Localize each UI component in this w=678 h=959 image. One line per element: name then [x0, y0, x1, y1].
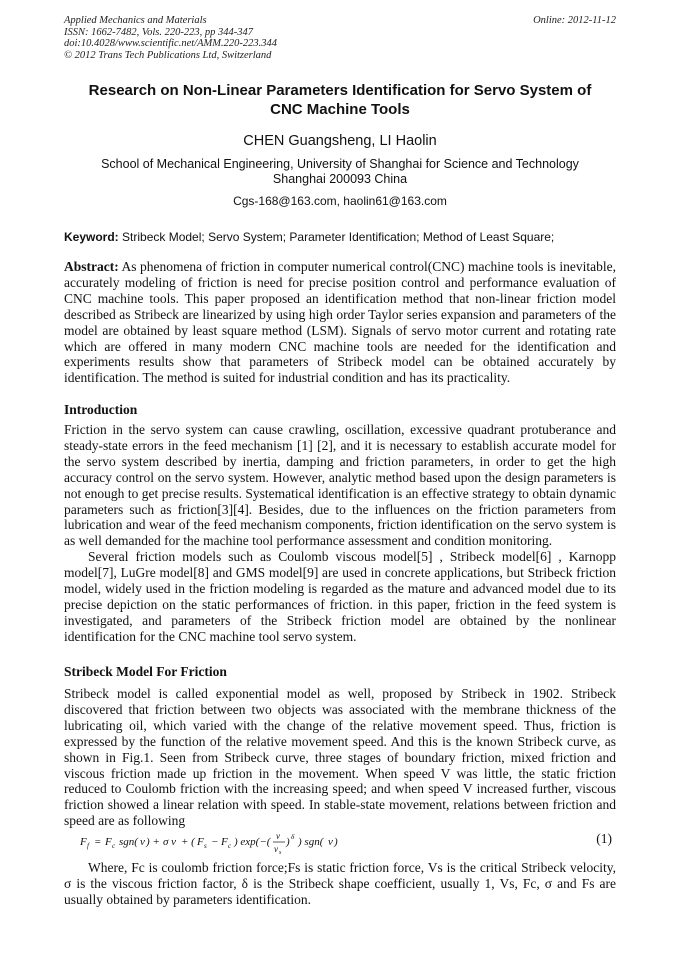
svg-text:v: v [276, 831, 280, 841]
affiliation-line-2: Shanghai 200093 China [272, 172, 408, 186]
svg-text:F: F [221, 836, 228, 848]
introduction-body [64, 422, 616, 645]
copyright-line: © 2012 Trans Tech Publications Ltd, Switzerland [64, 49, 272, 61]
journal-header [64, 15, 616, 61]
issn-line: ISSN: 1662-7482, Vols. 220-223, pp 344-347 [64, 26, 253, 38]
title-line-2: CNC Machine Tools [270, 101, 410, 118]
affiliation-line-1: School of Mechanical Engineering, University of Shanghai for Science and Technology [101, 157, 579, 171]
author-emails: Cgs-168@163.com, haolin61@163.com [233, 194, 447, 208]
svg-text:v: v [274, 844, 278, 854]
stribeck-equation-formula [78, 829, 378, 855]
keywords-text: Stribeck Model; Servo System; Parameter Identification; Method of Least Square; [122, 230, 555, 244]
where-paragraph: Where, Fc is coulomb friction force;Fs is static friction force, Vs is the critical Stribeck velocity, σ is the viscous friction factor, δ is the Stribeck shape coefficient, usually 1, Vs, Fc, σ and Fs are usually obtained by parameters identification. [64, 860, 616, 907]
introduction-heading: Introduction [64, 402, 138, 417]
svg-text:): ) [334, 836, 338, 848]
svg-text:=: = [94, 836, 102, 848]
svg-text:F: F [80, 836, 87, 848]
svg-text:sgn(: sgn( [119, 836, 138, 848]
svg-text:): ) [286, 836, 290, 848]
svg-text:c: c [228, 842, 232, 850]
svg-text:s: s [204, 842, 207, 850]
intro-paragraph-1: Friction in the servo system can cause crawling, oscillation, excessive quadrant protuberance and steady-state errors in the feed mechanism [1] [2], and it is necessary to establish accurate model for the servo system described by inertia, damping and friction parameters, in order to get the high accuracy control on the servo system. However, analytic method based upon the design parameters is not enough to get precise results. Systematical identification is an effective strategy to obtain dynamic parameters such as friction[3][4]. Besides, due to the influences on the friction parameters from lubrication and wear of the feed mechanism components, friction identification on the servo system is as well demanded for the machine tool performance assessment and condition monitoring. [64, 422, 616, 549]
svg-text:+ (: + ( [181, 836, 195, 848]
svg-text:c: c [112, 842, 116, 850]
svg-text:) sgn(: ) sgn( [298, 836, 324, 848]
svg-text:) exp(−(: ) exp(−( [234, 836, 271, 848]
equation-number: (1) [596, 831, 612, 846]
stribeck-paragraph: Stribeck model is called exponential model as well, proposed by Stribeck in 1902. Stribeck discovered that friction between two objects was associated with the membrane thickness of the lubricating oil, which varied with the change of the relative movement speed. Thus, friction is expressed by the function of the relative movement speed. And this is the known Stribeck curve, as shown in Fig.1. Seen from Stribeck curve, three stages of boundary friction, mixed friction and viscous friction made up friction in the movement. When speed V was little, the static friction reduced to Coulomb friction with the increasing speed; and when speed V increased further, viscous friction showed a linear relation with speed. In stable-state movement, relations between friction and speed are as following [64, 686, 616, 829]
keywords-label: Keyword: [64, 230, 119, 244]
title-line-1: Research on Non-Linear Parameters Identification for Servo System of [88, 82, 592, 99]
svg-text:σ v: σ v [163, 836, 177, 848]
equation-1 [78, 829, 616, 855]
abstract [64, 259, 616, 386]
keywords [64, 230, 616, 245]
svg-text:δ: δ [291, 833, 295, 841]
svg-text:F: F [105, 836, 112, 848]
svg-text:s: s [279, 850, 282, 855]
svg-text:v: v [328, 836, 333, 848]
stribeck-heading: Stribeck Model For Friction [64, 664, 227, 679]
svg-text:f: f [87, 842, 89, 850]
authors: CHEN Guangsheng, LI Haolin [243, 133, 437, 149]
doi-line: doi:10.4028/www.scientific.net/AMM.220-223.344 [64, 38, 277, 49]
affiliation [64, 157, 616, 187]
svg-text:−: − [211, 836, 219, 848]
intro-paragraph-2: Several friction models such as Coulomb viscous model[5] , Stribeck model[6] , Karnopp model[7], LuGre model[8] and GMS model[9] are used in concrete applications, but Stribeck friction model, widely used in the friction modeling is regarded as the mature and advanced model due to its precise depiction on the static performances of friction. in this paper, friction in the feed system is investigated, and parameters of the Stribeck friction model are obtained by the nonlinear identification for the CNC machine tool servo system. [64, 549, 616, 644]
svg-text:v: v [140, 836, 145, 848]
svg-text:) +: ) + [146, 836, 160, 848]
abstract-text: As phenomena of friction in computer numerical control(CNC) machine tools is inevitable, accurately modeling of friction is need for precise position control and performance evaluation of CNC machine tools. This paper proposed an identification method that non-linear friction model described as Stribeck are linearized by using high order Taylor series expansion and parameters of the model are obtained by least square method (LSM). Signals of servo motor current and rotating rate which are offered in many modern CNC machine tools are needed for the identification and experiments results show that parameters of Stribeck model can be obtained accurately by identification. The method is suited for industrial condition and has its practicality. [64, 259, 616, 386]
svg-text:F: F [197, 836, 204, 848]
paper-title [64, 81, 616, 119]
online-date: Online: 2012-11-12 [533, 15, 616, 26]
abstract-label: Abstract: [64, 259, 119, 274]
journal-name: Applied Mechanics and Materials [64, 15, 207, 26]
